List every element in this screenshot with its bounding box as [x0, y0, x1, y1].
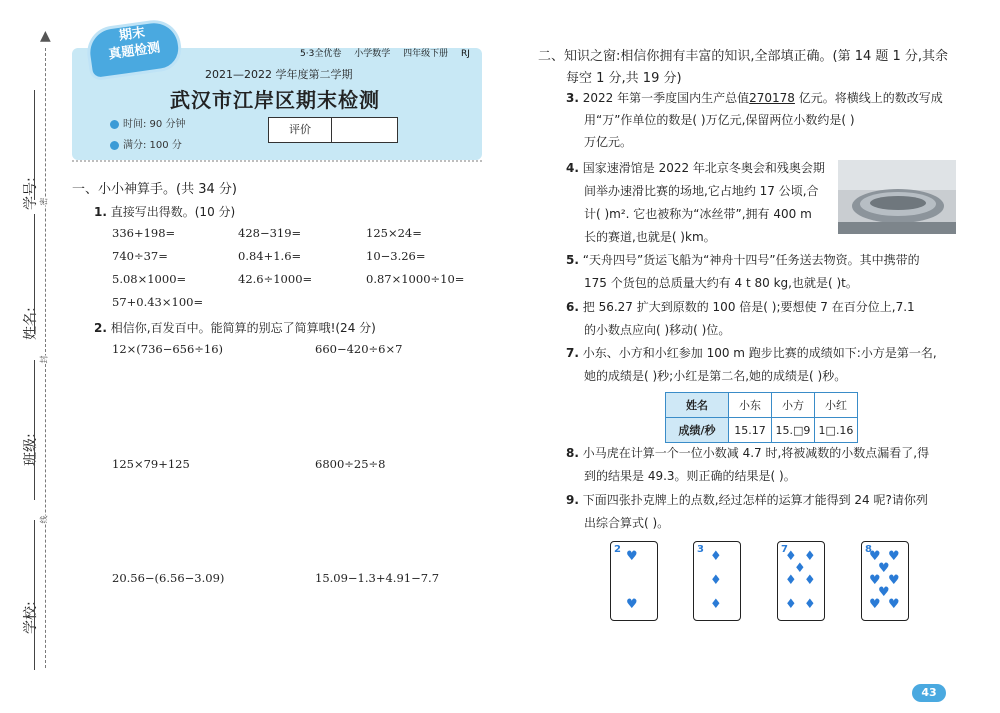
evaluation-box — [268, 117, 398, 143]
card-rank: 8 — [865, 544, 872, 555]
header-divider — [72, 160, 482, 162]
check-icon — [110, 141, 119, 150]
q9-number: 9. — [566, 493, 579, 507]
heart-icon: ♥ — [869, 597, 881, 612]
section-2-title: 二、知识之窗:相信你拥有丰富的知识,全部填正确。(第 14 题 1 分,其余 — [538, 49, 949, 64]
diamond-icon: ♦ — [804, 573, 816, 588]
q9-line-2: 出综合算式( )。 — [584, 516, 670, 530]
speed-skating-oval-photo — [838, 160, 956, 234]
name-field[interactable] — [34, 214, 36, 334]
section-1-title: 一、小小神算手。(共 34 分) — [72, 182, 237, 197]
q4-line-1 — [566, 158, 825, 178]
table-cell: 小红 — [815, 393, 858, 418]
q3-line-1 — [566, 88, 943, 108]
q8-text: 小马虎在计算一个一位小数减 4.7 时,将被减数的小数点漏看了,得 — [582, 446, 930, 460]
school-year: 2021—2022 学年度第二学期 — [205, 68, 353, 81]
table-cell: 小东 — [729, 393, 772, 418]
score-info — [110, 136, 182, 151]
q2-number: 2. — [94, 321, 107, 335]
simplify-item: 12×(736−656÷16) — [112, 342, 224, 356]
q3-number: 3. — [566, 91, 579, 105]
school-field[interactable] — [34, 520, 36, 670]
card-rank: 2 — [614, 544, 621, 555]
q8-line-1 — [566, 443, 929, 463]
page-title: 武汉市江岸区期末检测 — [170, 88, 380, 112]
seal-char-mi: 密 — [39, 197, 49, 206]
rocket-icon: ▲ — [40, 28, 51, 44]
q1-prompt — [94, 203, 235, 220]
calc-item: 5.08×1000= — [112, 272, 187, 286]
badge-line-1: 期末 — [118, 25, 146, 44]
heart-icon: ♥ — [888, 597, 900, 612]
table-cell: 小方 — [772, 393, 815, 418]
diamond-icon: ♦ — [804, 597, 816, 612]
card-rank: 7 — [781, 544, 788, 555]
q9-text: 下面四张扑克牌上的点数,经过怎样的运算才能得到 24 呢?请你列 — [582, 493, 928, 507]
calc-item: 125×24= — [366, 226, 422, 240]
diamond-icon: ♦ — [794, 561, 806, 576]
heart-icon: ♥ — [626, 597, 638, 612]
race-results-table — [665, 392, 858, 443]
table-header-cell: 成绩/秒 — [666, 418, 729, 443]
diamond-icon: ♦ — [785, 549, 797, 564]
simplify-item: 660−420÷6×7 — [315, 342, 403, 356]
class-label: 班级: — [23, 433, 39, 466]
heart-icon: ♥ — [878, 561, 890, 576]
simplify-item: 15.09−1.3+4.91−7.7 — [315, 571, 440, 585]
calc-item: 0.87×1000÷10= — [366, 272, 465, 286]
q6-number: 6. — [566, 300, 579, 314]
header-tags — [300, 46, 480, 59]
diamond-icon: ♦ — [785, 597, 797, 612]
playing-card-diamonds-3 — [693, 541, 741, 621]
calc-item: 336+198= — [112, 226, 176, 240]
table-row — [666, 393, 858, 418]
clock-icon — [110, 120, 119, 129]
q4-text: 国家速滑馆是 2022 年北京冬奥会和残奥会期 — [582, 161, 825, 175]
class-field[interactable] — [34, 360, 36, 500]
q3-line-2: 用“万”作单位的数是( )万亿元,保留两位小数约是( ) — [584, 113, 855, 127]
q5-line-2: 175 个货包的总质量大约有 4 t 80 kg,也就是( )t。 — [584, 276, 858, 290]
time-text: 时间: 90 分钟 — [123, 119, 186, 130]
heart-icon: ♥ — [626, 549, 638, 564]
q9-line-1 — [566, 490, 928, 510]
score-text: 满分: 100 分 — [123, 140, 182, 151]
q4-line-3: 计( )m². 它也被称为“冰丝带”,拥有 400 m — [584, 207, 812, 221]
q4-number: 4. — [566, 161, 579, 175]
q5-text: “天舟四号”货运飞船为“神舟十四号”任务送去物资。其中携带的 — [582, 253, 920, 267]
calc-item: 428−319= — [238, 226, 302, 240]
table-header-cell: 姓名 — [666, 393, 729, 418]
q7-number: 7. — [566, 346, 579, 360]
calc-item: 57+0.43×100= — [112, 295, 204, 309]
playing-card-hearts-8 — [861, 541, 909, 621]
q5-line-1 — [566, 250, 920, 270]
student-id-field[interactable] — [34, 90, 36, 200]
q8-line-2: 到的结果是 49.3。则正确的结果是( )。 — [584, 469, 796, 483]
q3-line-3: 万亿元。 — [584, 135, 633, 149]
table-cell: 15.□9 — [772, 418, 815, 443]
q2-prompt — [94, 319, 376, 336]
tag-series: 5·3全优卷 — [300, 49, 342, 59]
q1-number: 1. — [94, 205, 107, 219]
simplify-item: 6800÷25÷8 — [315, 457, 386, 471]
heart-icon: ♥ — [869, 573, 881, 588]
name-label: 姓名: — [23, 307, 39, 340]
diamond-icon: ♦ — [710, 573, 722, 588]
diamond-icon: ♦ — [785, 573, 797, 588]
evaluation-field[interactable] — [332, 118, 397, 142]
diamond-icon: ♦ — [710, 597, 722, 612]
diamond-icon: ♦ — [710, 549, 722, 564]
seal-char-feng: 封 — [39, 355, 49, 364]
q3-text-b: 亿元。将横线上的数改写成 — [794, 91, 943, 105]
heart-icon: ♥ — [878, 585, 890, 600]
q6-text: 把 56.27 扩大到原数的 100 倍是( );要想使 7 在百分位上,7.1 — [582, 300, 915, 314]
q5-number: 5. — [566, 253, 579, 267]
tag-subject: 小学数学 — [354, 49, 391, 59]
q3-text-a: 2022 年第一季度国内生产总值 — [582, 91, 750, 105]
calc-item: 10−3.26= — [366, 249, 426, 263]
heart-icon: ♥ — [888, 549, 900, 564]
student-id-label: 学号: — [23, 177, 39, 210]
q3-underlined-number: 270178 — [749, 91, 795, 105]
card-rank: 3 — [697, 544, 704, 555]
diamond-icon: ♦ — [804, 549, 816, 564]
table-cell: 1□.16 — [815, 418, 858, 443]
time-info — [110, 115, 185, 130]
table-cell: 15.17 — [729, 418, 772, 443]
heart-icon: ♥ — [888, 573, 900, 588]
page-number: 43 — [912, 684, 946, 702]
evaluation-label: 评价 — [269, 118, 332, 142]
q2-text: 相信你,百发百中。能简算的别忘了简算哦!(24 分) — [110, 321, 376, 335]
playing-card-diamonds-7 — [777, 541, 825, 621]
q4-line-2: 间举办速滑比赛的场地,它占地约 17 公顷,合 — [584, 184, 819, 198]
seal-char-xian: 线 — [39, 515, 49, 524]
q7-text: 小东、小方和小红参加 100 m 跑步比赛的成绩如下:小方是第一名, — [582, 346, 937, 360]
badge-line-2: 真题检测 — [107, 40, 162, 63]
q8-number: 8. — [566, 446, 579, 460]
q6-line-2: 的小数点应向( )移动( )位。 — [584, 323, 731, 337]
school-label: 学校: — [23, 601, 39, 634]
q7-line-1 — [566, 343, 937, 363]
calc-item: 740÷37= — [112, 249, 168, 263]
q7-line-2: 她的成绩是( )秒;小红是第二名,她的成绩是( )秒。 — [584, 369, 847, 383]
simplify-item: 20.56−(6.56−3.09) — [112, 571, 225, 585]
q4-line-4: 长的赛道,也就是( )km。 — [584, 230, 716, 244]
playing-card-hearts-2 — [610, 541, 658, 621]
calc-item: 0.84+1.6= — [238, 249, 302, 263]
tag-grade: 四年级下册 — [403, 49, 449, 59]
simplify-item: 125×79+125 — [112, 457, 190, 471]
table-row — [666, 418, 858, 443]
tag-edition: RJ — [460, 49, 470, 59]
q1-text: 直接写出得数。(10 分) — [110, 205, 236, 219]
section-2-title-cont: 每空 1 分,共 19 分) — [566, 71, 682, 86]
heart-icon: ♥ — [869, 549, 881, 564]
calc-item: 42.6÷1000= — [238, 272, 313, 286]
q6-line-1 — [566, 297, 915, 317]
